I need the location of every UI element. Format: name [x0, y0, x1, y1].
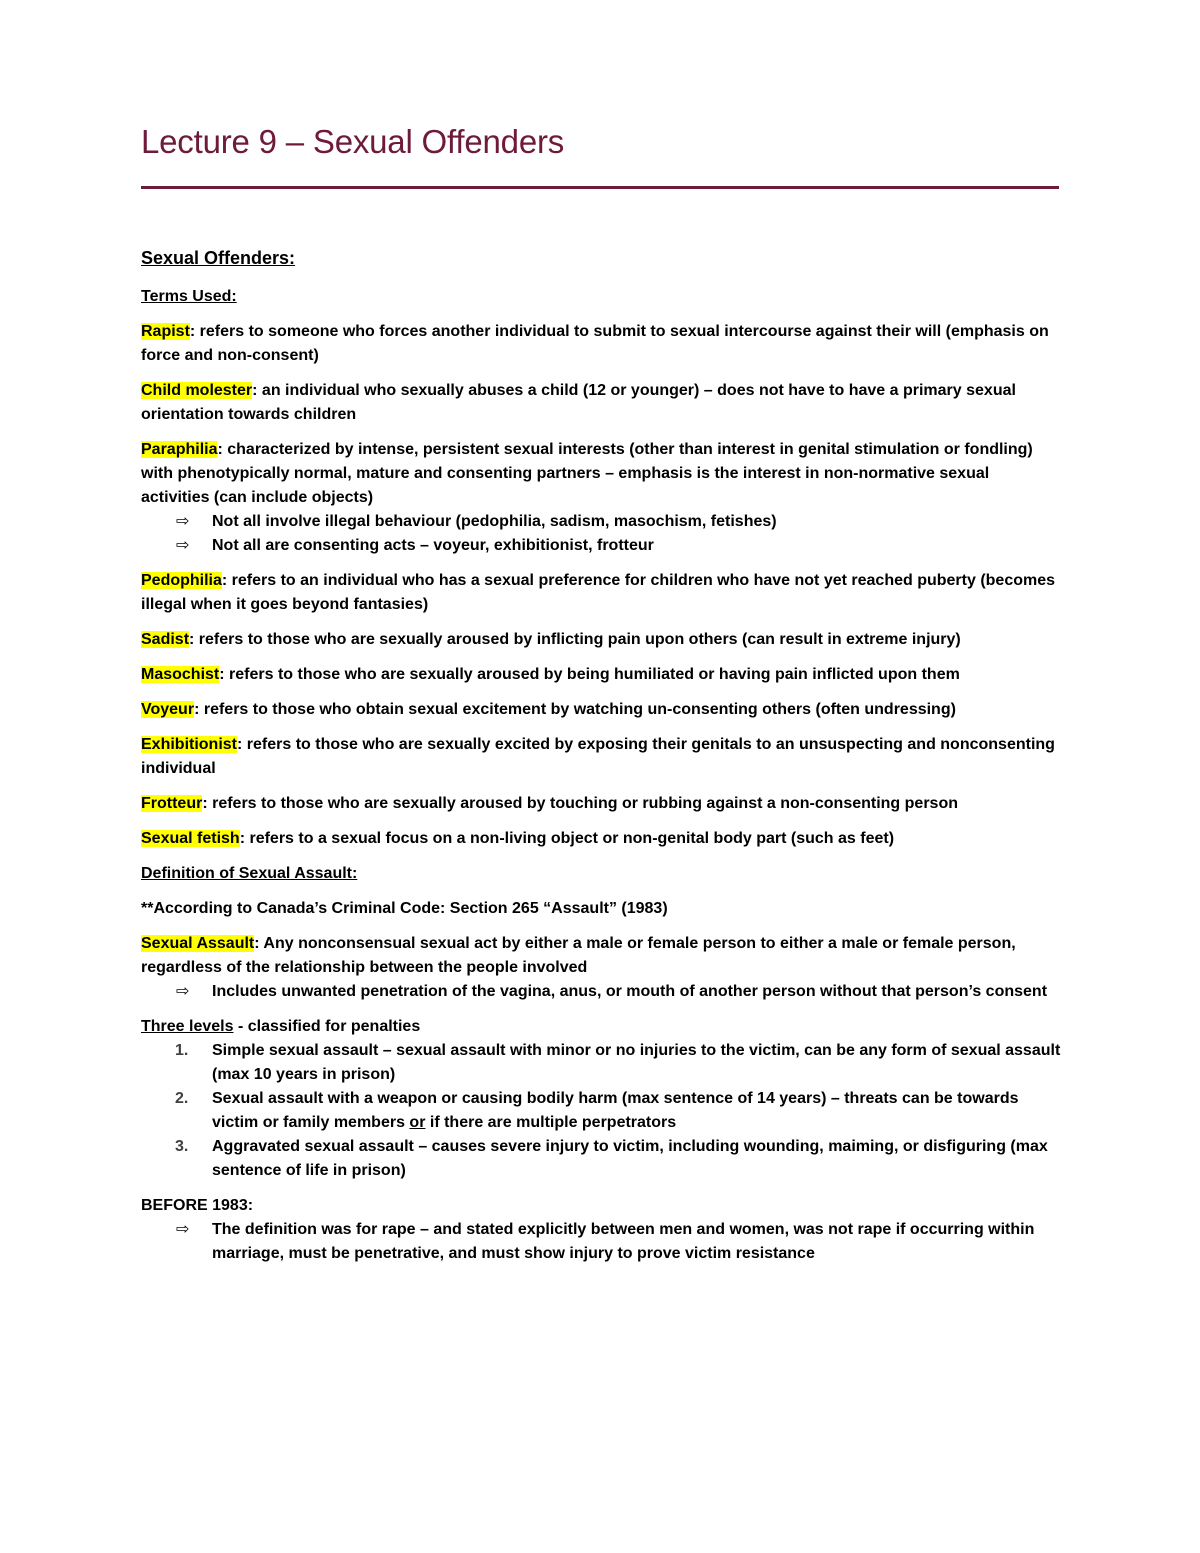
definition-text: : Any nonconsensual sexual act by either a male or female person to either a male or female person, regardless of the relationship between the people involved	[141, 935, 1016, 976]
arrow-icon: ⇨	[176, 513, 190, 530]
list-item-text: Not all are consenting acts – voyeur, exhibitionist, frotteur	[212, 537, 654, 554]
terms-heading: Terms Used:	[141, 288, 237, 305]
definition-sexual-assault	[141, 932, 1061, 980]
term-highlight: Frotteur	[141, 795, 203, 812]
list-item-text: if there are multiple perpetrators	[425, 1114, 677, 1131]
list-item	[141, 1039, 1061, 1087]
three-levels-label: Three levels	[141, 1018, 234, 1035]
definition-text: : refers to those who are sexually excited by exposing their genitals to an unsuspecting and nonconsenting individual	[141, 736, 1055, 777]
arrow-icon: ⇨	[176, 537, 190, 554]
list-item-text: Includes unwanted penetration of the vagina, anus, or mouth of another person without that person’s consent	[212, 983, 1048, 1000]
term-highlight: Rapist	[141, 323, 190, 340]
arrow-icon: ⇨	[176, 1221, 190, 1238]
term-highlight: Child molester	[141, 382, 253, 399]
term-highlight: Masochist	[141, 666, 220, 683]
definition-text: : refers to a sexual focus on a non-living object or non-genital body part (such as feet)	[239, 830, 895, 847]
term-highlight: Sexual fetish	[141, 830, 240, 847]
term-highlight: Sadist	[141, 631, 190, 648]
definition-child-molester	[141, 379, 1061, 427]
list-item-text: Aggravated sexual assault – causes severe injury to victim, including wounding, maiming, or disfiguring (max sentence of life in prison)	[212, 1138, 1048, 1179]
before-bullet-list	[141, 1218, 1061, 1266]
list-item-text: Simple sexual assault – sexual assault with minor or no injuries to the victim, can be any form of sexual assault (max 10 years in prison)	[212, 1042, 1061, 1083]
title-divider	[141, 186, 1059, 189]
definition-frotteur	[141, 792, 1061, 816]
definition-text: : refers to those who are sexually aroused by touching or rubbing against a non-consenting person	[202, 795, 958, 812]
definition-text: : refers to those who are sexually aroused by inflicting pain upon others (can result in extreme injury)	[189, 631, 961, 648]
list-number: 1.	[175, 1042, 189, 1059]
term-highlight: Sexual Assault	[141, 935, 255, 952]
levels-list	[141, 1039, 1061, 1183]
list-item	[141, 1135, 1061, 1183]
arrow-icon: ⇨	[176, 983, 190, 1000]
definition-text: : characterized by intense, persistent sexual interests (other than interest in genital stimulation or fondling) with phenotypically normal, mature and consenting partners – emphasis is the interest in non-normative sexual activities (can include objects)	[141, 441, 1033, 506]
term-highlight: Voyeur	[141, 701, 195, 718]
list-item-text: Sexual assault with a weapon or causing bodily harm (max sentence of 14 years) – threats can be towards victim or family members	[212, 1090, 1019, 1131]
three-levels-line	[141, 1015, 1061, 1039]
term-highlight: Exhibitionist	[141, 736, 237, 753]
document-content	[141, 118, 1061, 1266]
three-levels-text: - classified for penalties	[233, 1018, 421, 1035]
emphasis-or: or	[409, 1114, 426, 1131]
before-heading: BEFORE 1983:	[141, 1197, 254, 1214]
list-item	[141, 510, 1061, 534]
definition-text: : refers to those who obtain sexual excitement by watching un-consenting others (often undressing)	[194, 701, 956, 718]
term-highlight: Pedophilia	[141, 572, 222, 589]
list-item	[141, 1087, 1061, 1135]
definition-sadist	[141, 628, 1061, 652]
list-item-text: Not all involve illegal behaviour (pedophilia, sadism, masochism, fetishes)	[212, 513, 777, 530]
definition-voyeur	[141, 698, 1061, 722]
definition-sexual-fetish	[141, 827, 1061, 851]
list-item-text: The definition was for rape – and stated explicitly between men and women, was not rape if occurring within marriage, must be penetrative, and must show injury to prove victim resistance	[212, 1221, 1035, 1262]
definition-exhibitionist	[141, 733, 1061, 781]
assault-heading: Definition of Sexual Assault:	[141, 865, 358, 882]
section-heading: Sexual Offenders:	[141, 248, 296, 268]
definition-pedophilia	[141, 569, 1061, 617]
page-title: Lecture 9 – Sexual Offenders	[141, 123, 565, 160]
list-item	[141, 534, 1061, 558]
definition-rapist	[141, 320, 1061, 368]
paraphilia-bullet-list	[141, 510, 1061, 558]
definition-masochist	[141, 663, 1061, 687]
assault-bullet-list	[141, 980, 1061, 1004]
definition-text: : refers to those who are sexually aroused by being humiliated or having pain inflicted upon them	[219, 666, 960, 683]
definition-paraphilia	[141, 438, 1061, 510]
term-highlight: Paraphilia	[141, 441, 218, 458]
list-item	[141, 980, 1061, 1004]
criminal-code-note: **According to Canada’s Criminal Code: Section 265 “Assault” (1983)	[141, 900, 668, 917]
list-number: 3.	[175, 1138, 189, 1155]
definition-text: : an individual who sexually abuses a child (12 or younger) – does not have to have a primary sexual orientation towards children	[141, 382, 1016, 423]
list-number: 2.	[175, 1090, 189, 1107]
definition-text: : refers to an individual who has a sexual preference for children who have not yet reached puberty (becomes illegal when it goes beyond fantasies)	[141, 572, 1056, 613]
list-item	[141, 1218, 1061, 1266]
definition-text: : refers to someone who forces another individual to submit to sexual intercourse against their will (emphasis on force and non-consent)	[141, 323, 1049, 364]
